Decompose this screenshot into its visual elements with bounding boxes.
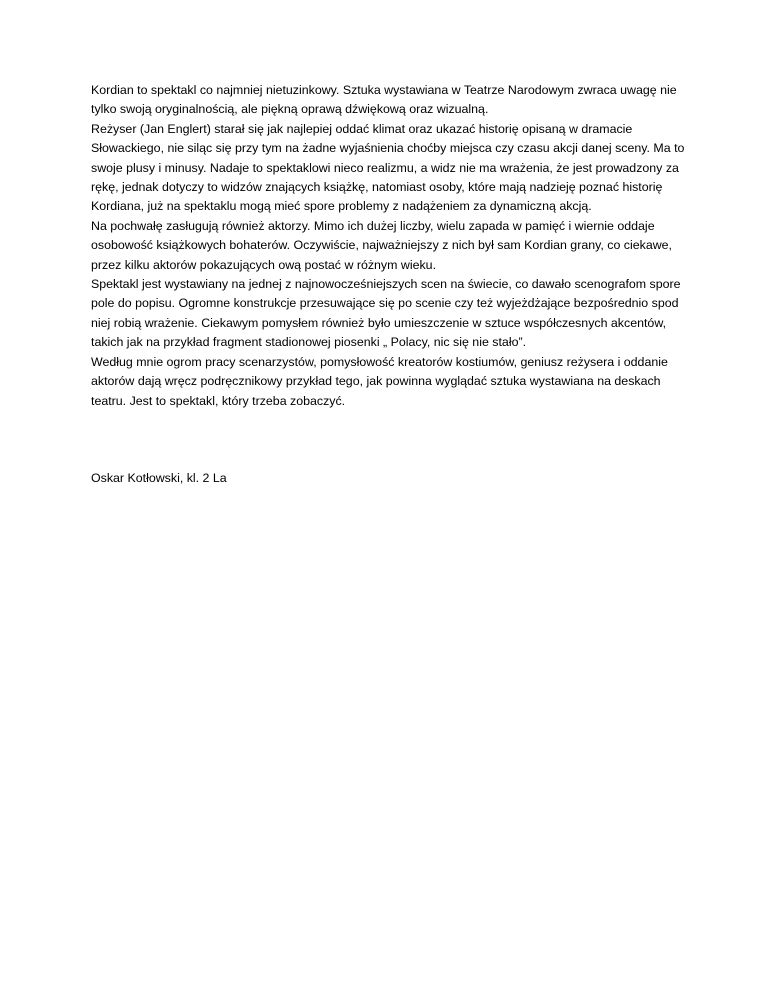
paragraph-stage: Spektakl jest wystawiany na jednej z najnowocześniejszych scen na świecie, co dawało scenografom spore pole do popisu. Ogromne konstrukcje przesuwające się po scenie czy też wyjeżdżające bezpośrednio spod niej robią wrażenie. Ciekawym pomysłem również było umieszczenie w sztuce współczesnych akcentów, takich jak na przykład fragment stadionowej piosenki „ Polacy, nic się nie stało”. bbox=[91, 277, 681, 350]
paragraph-actors: Na pochwałę zasługują również aktorzy. Mimo ich dużej liczby, wielu zapada w pamięć i wiernie oddaje osobowość książkowych bohaterów. Oczywiście, najważniejszy z nich był sam Kordian grany, co ciekawe, przez kilku aktorów pokazujących ową postać w różnym wieku. bbox=[91, 218, 673, 272]
paragraph-intro: Kordian to spektakl co najmniej nietuzinkowy. Sztuka wystawiana w Teatrze Narodowym zwraca uwagę nie tylko swoją oryginalnością, ale piękną oprawą dźwiękową oraz wizualną. bbox=[91, 83, 677, 117]
paragraph-director: Reżyser (Jan Englert) starał się jak najlepiej oddać klimat oraz ukazać historię opisaną w dramacie Słowackiego, nie siląc się przy tym na żadne wyjaśnienia choćby miejsca czy czasu akcji danej sceny. Ma to swoje plusy i minusy. Nadaje to spektaklowi nieco realizmu, a widz nie ma wrażenia, że jest prowadzony za rękę, jednak dotyczy to widzów znających książkę, natomiast osoby, które mają nadzieję poznać historię Kordiana, już na spektaklu mogą mieć spore problemy z nadążeniem za dynamiczną akcją. bbox=[91, 121, 685, 214]
paragraph-conclusion: Według mnie ogrom pracy scenarzystów, pomysłowość kreatorów kostiumów, geniusz reżysera i oddanie aktorów dają wręcz podręcznikowy przykład tego, jak powinna wyglądać sztuka wystawiana na deskach teatru. Jest to spektakl, który trzeba zobaczyć. bbox=[91, 354, 668, 408]
author-signature: Oskar Kotłowski, kl. 2 La bbox=[91, 471, 227, 485]
review-body bbox=[91, 81, 691, 411]
